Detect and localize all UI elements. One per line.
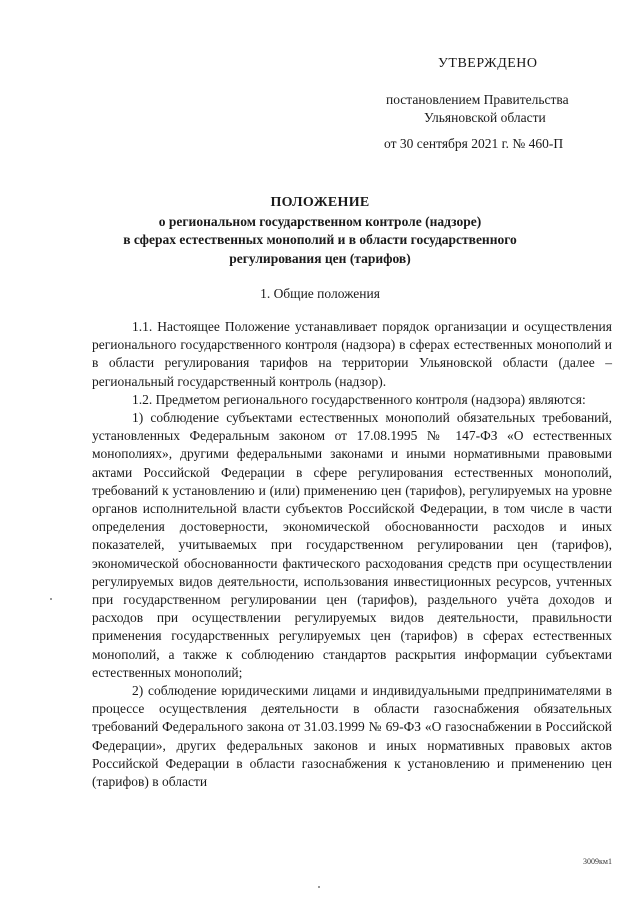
document-body — [92, 318, 612, 791]
approval-region-line: Ульяновской области — [424, 110, 546, 125]
footer-code: 3009км1 — [583, 857, 612, 866]
list-item-2: 2) соблюдение юридическими лицами и индивидуальными предпринимателями в процессе осуществления деятельности в области газоснабжения обязательных требований Федерального закона от 31.03.1999 № 69-ФЗ «О газоснабжении в Российской Федерации», других федеральных законов и иных нормативных правовых актов Российской Федерации в области газоснабжения к установлению и применению цен (тарифов) в области — [92, 683, 612, 790]
paragraph-1-1: 1.1. Настоящее Положение устанавливает порядок организации и осуществления регионального государственного контроля (надзора) в сферах естественных монополий и в области регулирования тарифов на территории Ульяновской области (далее – региональный государственный контроль (надзор). — [92, 319, 612, 389]
section-heading: 1. Общие положения — [260, 286, 380, 301]
approval-resolution-line: постановлением Правительства — [386, 92, 569, 107]
title-line-1: о региональном государственном контроле (надзоре) — [158, 213, 482, 229]
document-title — [60, 194, 580, 268]
scan-speck — [318, 886, 320, 888]
list-item-1: 1) соблюдение субъектами естественных монополий обязательных требований, установленных Федеральным законом от 17.08.1995 № 147-ФЗ «О естественных монополиях», другими федеральными законами и иными нормативными правовыми актами Российской Федерации в сфере регулирования естественных монополий, требований к установлению и (или) применению цен (тарифов), регулируемых на уровне органов исполнительной власти субъектов Российской Федерации, в том числе в части определения достоверности, экономической обоснованности расходов и иных показателей, учитываемых при государственном регулировании цен (тарифов), экономической обоснованности фактического расходования средств при осуществлении регулируемых видов деятельности, использования инвестиционных ресурсов, учтенных при государственном регулировании цен (тарифов), раздельного учёта доходов и расходов при осуществлении регулируемых видов деятельности, правильности применения государственных регулируемых цен (тарифов) в сферах естественных монополий, а также к соблюдению стандартов раскрытия информации субъектами естественных монополий; — [92, 410, 612, 680]
approved-label: УТВЕРЖДЕНО — [438, 56, 538, 71]
paragraph-1-2: 1.2. Предметом регионального государственного контроля (надзора) являются: — [132, 391, 586, 407]
title-main: ПОЛОЖЕНИЕ — [270, 195, 370, 210]
scan-speck — [50, 598, 52, 600]
title-line-2: в сферах естественных монополий и в области государственного — [123, 232, 517, 247]
title-line-3: регулирования цен (тарифов) — [229, 250, 411, 266]
approval-date-line: от 30 сентября 2021 г. № 460-П — [384, 136, 564, 151]
